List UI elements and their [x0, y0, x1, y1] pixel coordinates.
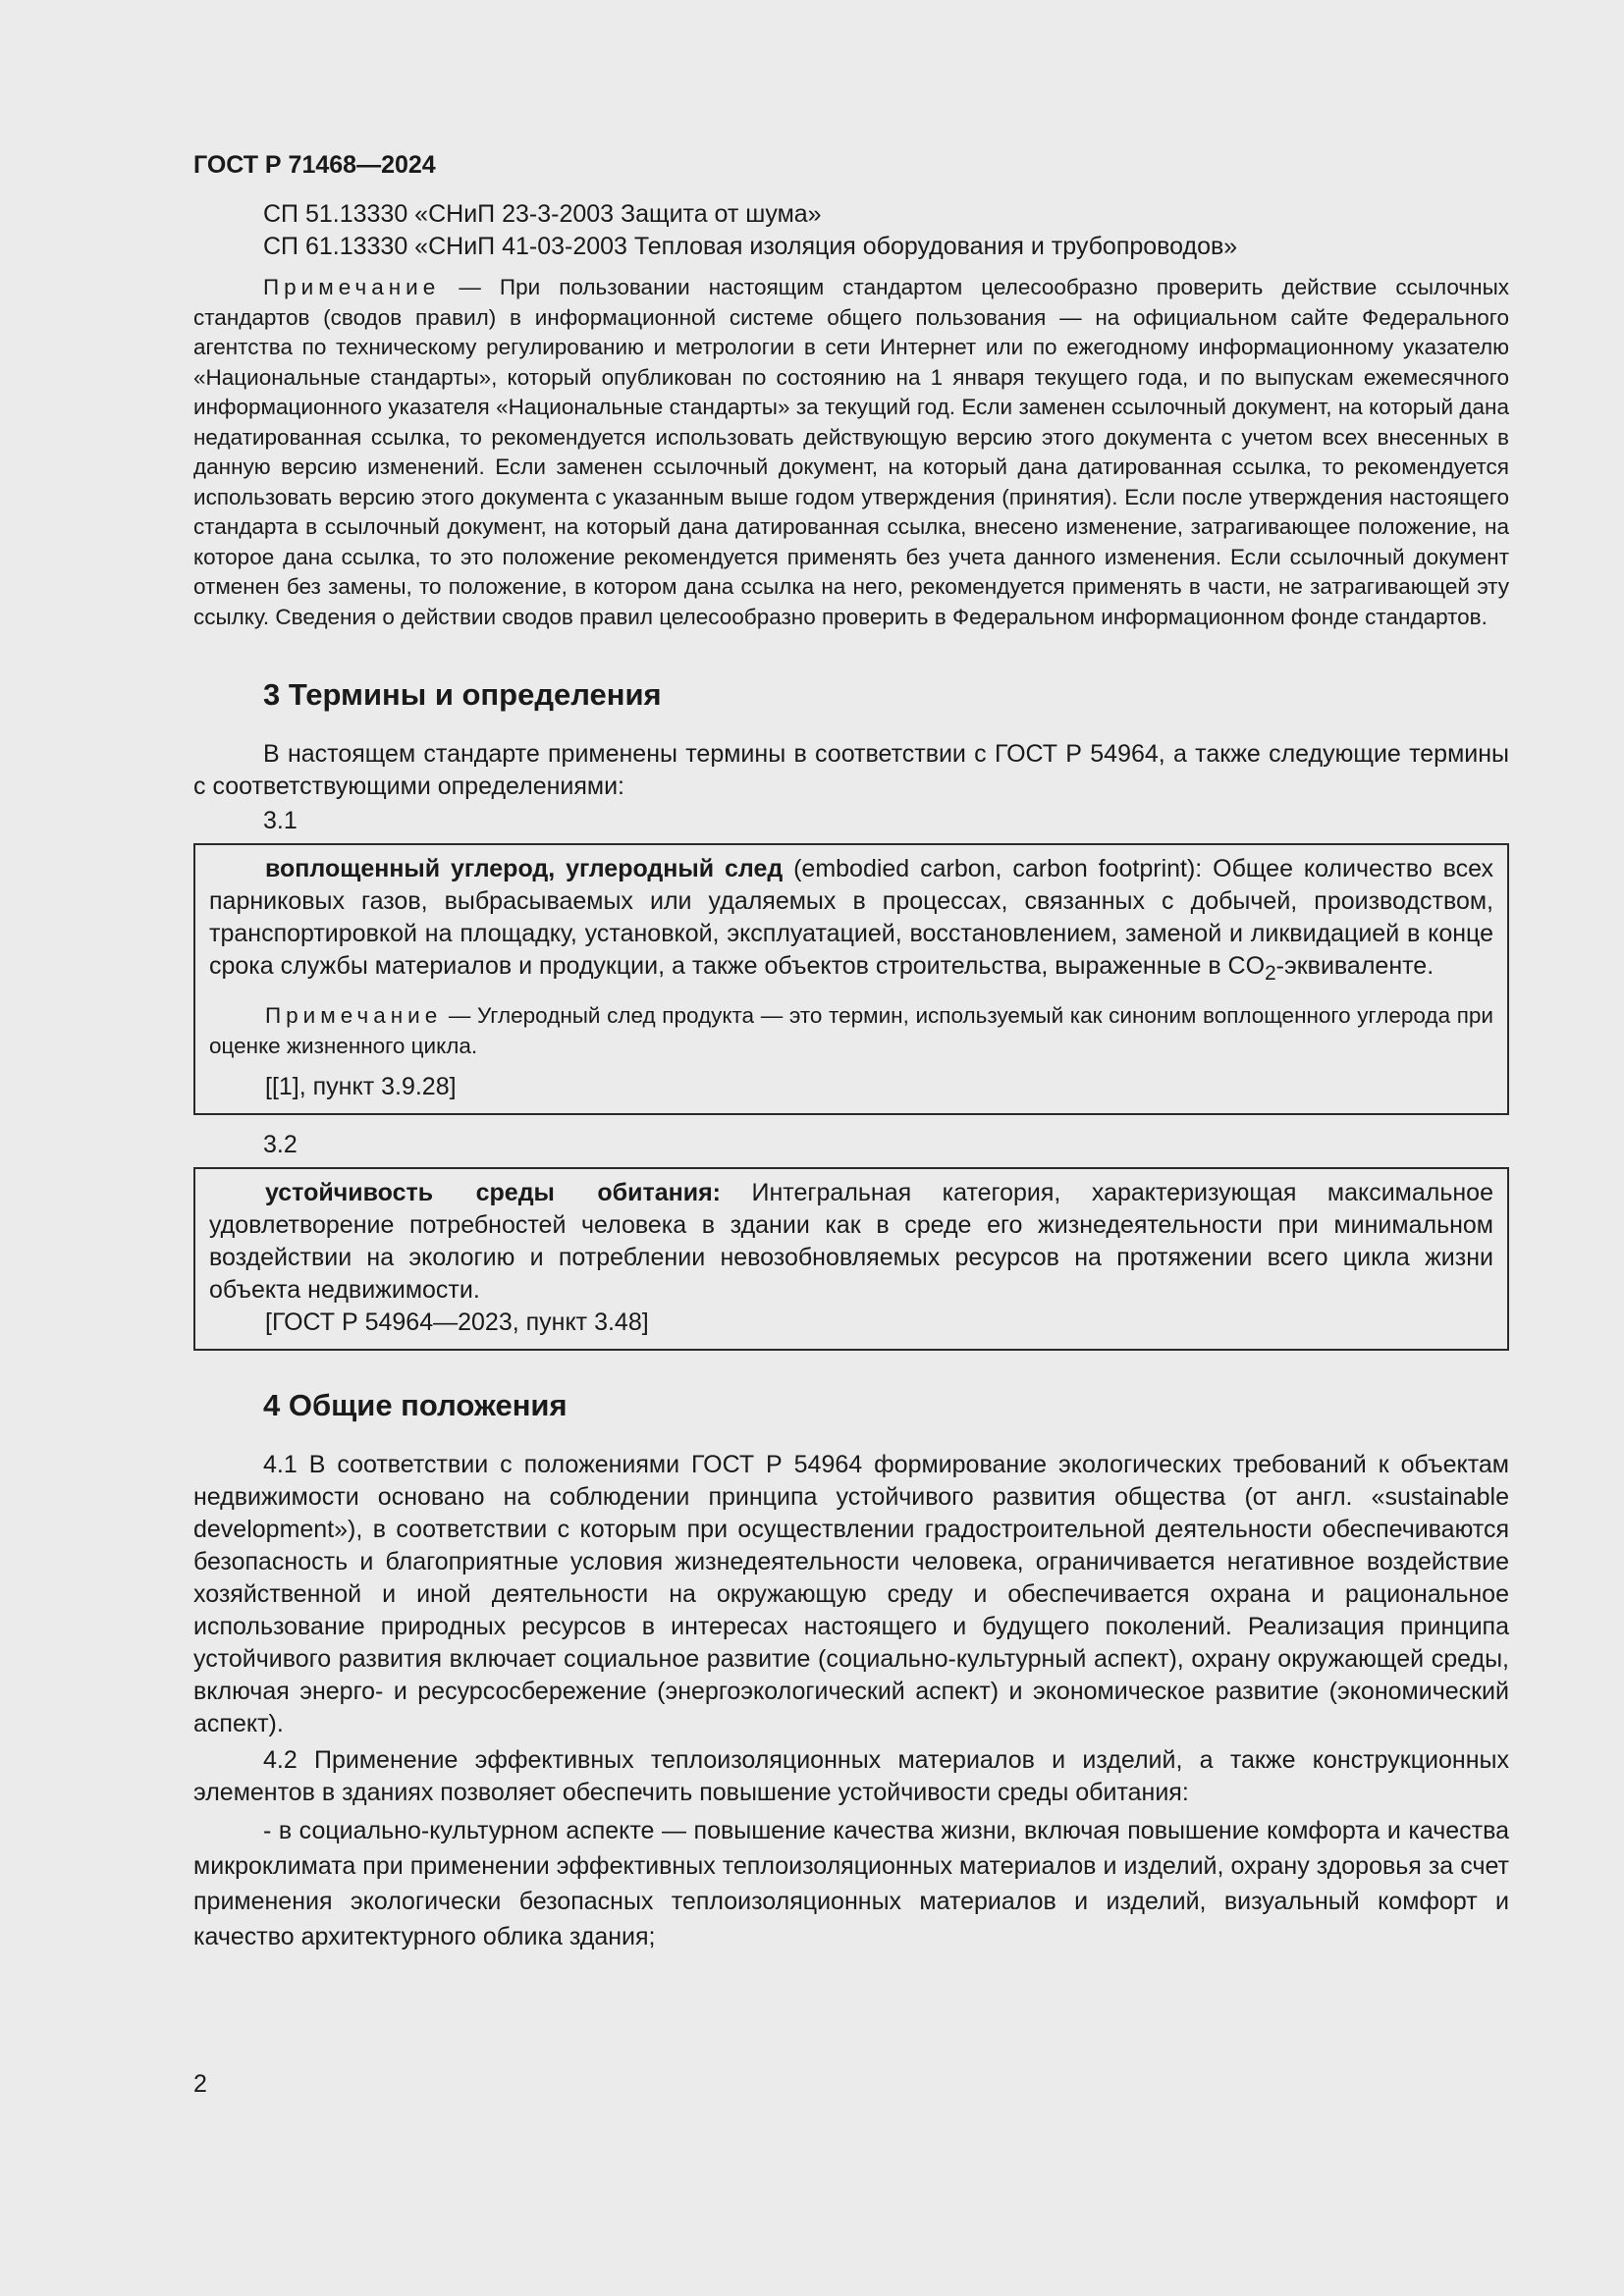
reference-sp-61: СП 61.13330 «СНиП 41-03-2003 Тепловая изоляция оборудования и трубопроводов»	[263, 233, 1238, 260]
co2-subscript: 2	[1265, 962, 1276, 985]
term-source-3-2: [ГОСТ Р 54964—2023, пункт 3.48]	[265, 1308, 649, 1336]
note-label: Примечание	[265, 1003, 443, 1028]
term-note-3-1	[209, 1001, 1493, 1061]
term-definition: Интегральная категория, характеризующая максимальное удовлетворение потребностей человека в здании как в среде его жизнедеятельности при минимальном воздействии на экологию и потреблении невозобновляемых ресурсов на протяжении всего цикла жизни объекта недвижимости.	[209, 1179, 1493, 1304]
note-label: Примечание	[263, 275, 441, 299]
term-box-3-2	[193, 1167, 1509, 1351]
term-name: устойчивость среды обитания:	[265, 1179, 722, 1206]
term-definition-3-2	[209, 1177, 1493, 1307]
note-text: — Углеродный след продукта — это термин, используемый как синоним воплощенного углерода при оценке жизненного цикла.	[209, 1003, 1493, 1058]
term-definition-after: -эквиваленте.	[1275, 952, 1435, 980]
page-number: 2	[193, 2070, 207, 2098]
reference-sp-51: СП 51.13330 «СНиП 23-3-2003 Защита от шума»	[263, 200, 822, 228]
section-3-intro: В настоящем стандарте применены термины в соответствии с ГОСТ Р 54964, а также следующие термины с соответствующими определениями:	[193, 740, 1509, 800]
note-text: — При пользовании настоящим стандартом целесообразно проверить действие ссылочных стандартов (сводов правил) в информационной системе общего пользования — на официальном сайте Федерального агентства по техническому регулированию и метрологии в сети Интернет или по ежегодному информационному указателю «Национальные стандарты», который опубликован по состоянию на 1 января текущего года, и по выпускам ежемесячного информационного указателя «Национальные стандарты» за текущий год. Если заменен ссылочный документ, на который дана недатированная ссылка, то рекомендуется использовать действующую версию этого документа с учетом всех внесенных в данную версию изменений. Если заменен ссылочный документ, на который дана датированная ссылка, то рекомендуется использовать версию этого документа с указанным выше годом утверждения (принятия). Если после утверждения настоящего стандарта в ссылочный документ, на который дана датированная ссылка, внесено изменение, затрагивающее положение, на которое дана ссылка, то это положение рекомендуется применять без учета данного изменения. Если ссылочный документ отменен без замены, то положение, в котором дана ссылка на него, рекомендуется применять в части, не затрагивающей эту ссылку. Сведения о действии сводов правил целесообразно проверить в Федеральном информационном фонде стандартов.	[193, 275, 1509, 629]
section-4-title: 4 Общие положения	[263, 1388, 568, 1422]
section-3-title: 3 Термины и определения	[263, 677, 662, 712]
paragraph-4-2: 4.2 Применение эффективных теплоизоляционных материалов и изделий, а также конструкционных элементов в зданиях позволяет обеспечить повышение устойчивости среды обитания:	[193, 1746, 1509, 1806]
term-number-3-2: 3.2	[263, 1131, 298, 1158]
document-code: ГОСТ Р 71468—2024	[193, 151, 436, 179]
paragraph-4-2-item-social: - в социально-культурном аспекте — повышение качества жизни, включая повышение комфорта и качества микроклимата при применении эффективных теплоизоляционных материалов и изделий, охрану здоровья за счет применения экологически безопасных теплоизоляционных материалов и изделий, визуальный комфорт и качество архитектурного облика здания;	[193, 1817, 1509, 1950]
term-source-3-1: [[1], пункт 3.9.28]	[265, 1073, 457, 1100]
term-definition-3-1	[209, 853, 1493, 989]
term-name: воплощенный углерод, углеродный след	[265, 855, 784, 882]
document-page	[193, 137, 1509, 1954]
term-number-3-1: 3.1	[263, 807, 298, 834]
term-box-3-1	[193, 843, 1509, 1115]
paragraph-4-1: 4.1 В соответствии с положениями ГОСТ Р 54964 формирование экологических требований к объектам недвижимости основано на соблюдении принципа устойчивого развития общества (от англ. «sustainable development»), в соответствии с которым при осуществлении градостроительной деятельности обеспечиваются безопасность и благоприятные условия жизнедеятельности человека, ограничивается негативное воздействие хозяйственной и иной деятельности на окружающую среду и обеспечивается охрана и рациональное использование природных ресурсов в интересах настоящего и будущего поколений. Реализация принципа устойчивого развития включает социальное развитие (социально-культурный аспект), охрану окружающей среды, включая энерго- и ресурсосбережение (энергоэкологический аспект) и экономическое развитие (экономический аспект).	[193, 1451, 1509, 1737]
references-note	[193, 273, 1509, 632]
term-definition-before: (embodied carbon, carbon footprint): Общее количество всех парниковых газов, выбрасываемых или удаляемых в процессах, связанных с добычей, производством, транспортировкой на площадку, установкой, эксплуатацией, восстановлением, заменой и ликвидацией в конце срока службы материалов и продукции, а также объектов строительства, выраженные в CO	[209, 855, 1493, 980]
